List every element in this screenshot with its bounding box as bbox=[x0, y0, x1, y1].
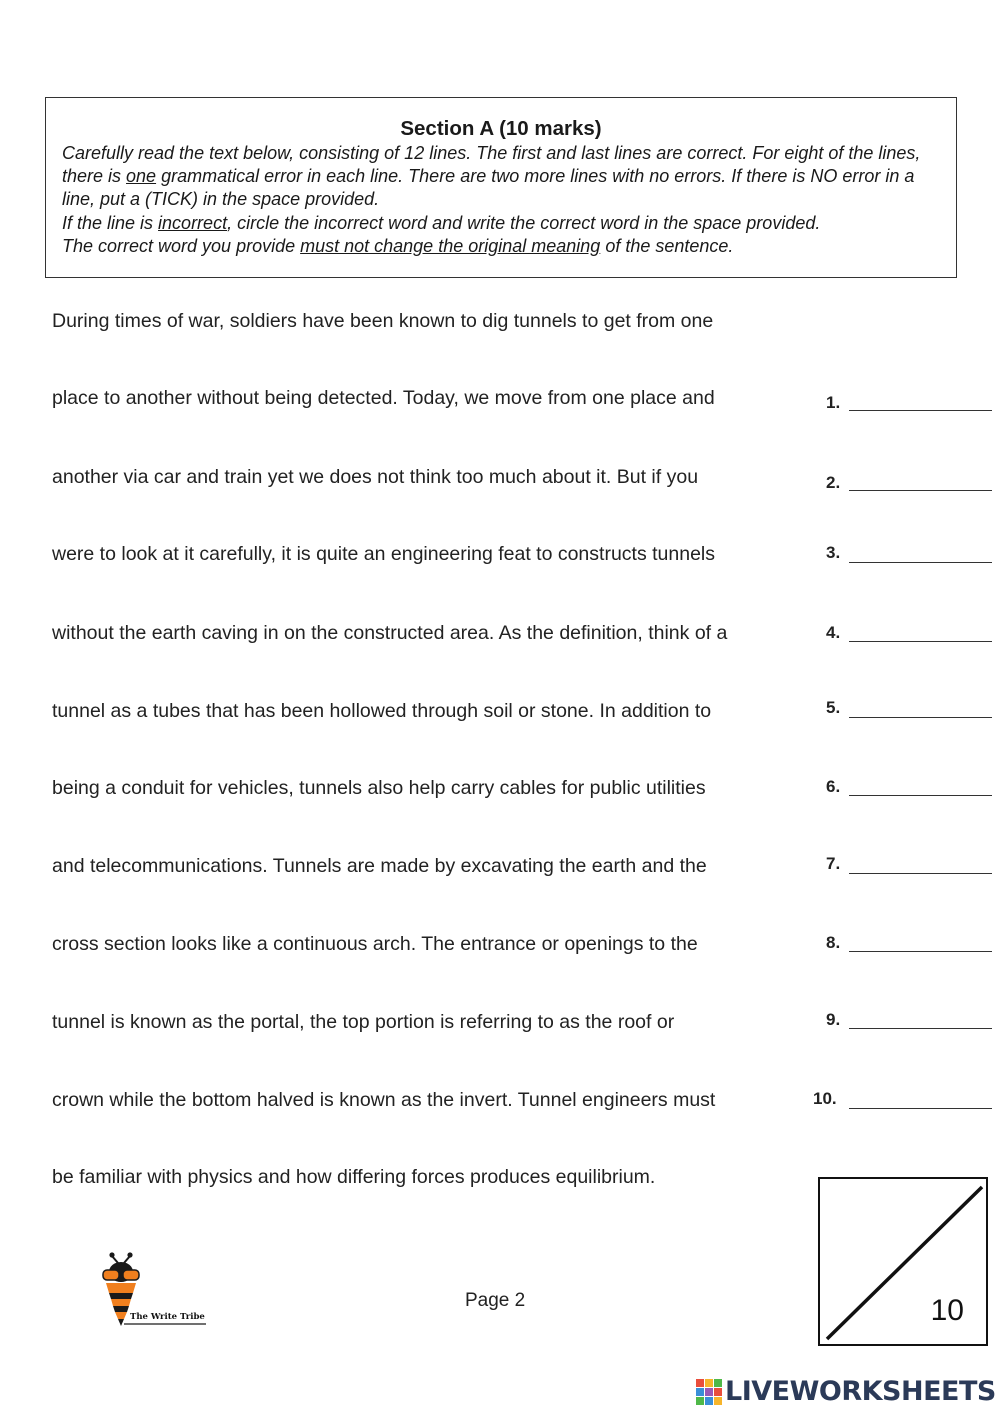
instr-p2-text-a: If the line is bbox=[62, 212, 159, 233]
answer-input-2[interactable] bbox=[849, 469, 992, 491]
passage-line-1: During times of war, soldiers have been known to dig tunnels to get from one bbox=[52, 310, 714, 332]
instr-p3-text-b: of the sentence. bbox=[600, 235, 734, 256]
answer-input-1[interactable] bbox=[849, 389, 992, 411]
answer-label-2: 2. bbox=[826, 473, 841, 492]
instructions-paragraph-2 bbox=[62, 212, 940, 235]
passage-line-10: tunnel is known as the portal, the top portion is referring to as the roof or bbox=[52, 1011, 675, 1033]
liveworksheets-logo-icon bbox=[696, 1379, 722, 1405]
passage-line-5: without the earth caving in on the constructed area. As the definition, think of a bbox=[52, 622, 728, 644]
instr-p2-underlined: incorrect bbox=[158, 212, 228, 233]
instr-p1-text-a: Carefully read the text below, consisting of 12 lines. The first and last lines are correct. For eight of the lines, there is bbox=[62, 143, 921, 187]
passage-line-2: place to another without being detected. Today, we move from one place and bbox=[52, 387, 715, 409]
answer-input-4[interactable] bbox=[849, 620, 992, 642]
instructions-text bbox=[62, 142, 940, 258]
instructions-paragraph-1 bbox=[62, 142, 940, 212]
answer-input-6[interactable] bbox=[849, 774, 992, 796]
answer-label-9: 9. bbox=[826, 1010, 841, 1029]
answer-label-5: 5. bbox=[826, 698, 841, 717]
score-total: 10 bbox=[930, 1294, 964, 1327]
answer-label-6: 6. bbox=[826, 777, 841, 796]
instr-p3-underlined: must not change the original meaning bbox=[300, 235, 601, 256]
passage-line-4: were to look at it carefully, it is quite an engineering feat to constructs tunnels bbox=[52, 543, 715, 565]
passage-line-11: crown while the bottom halved is known as the invert. Tunnel engineers must bbox=[52, 1089, 716, 1111]
instructions-box bbox=[45, 97, 957, 278]
answer-input-8[interactable] bbox=[849, 930, 992, 952]
passage-line-7: being a conduit for vehicles, tunnels also help carry cables for public utilities bbox=[52, 777, 706, 799]
answer-input-10[interactable] bbox=[849, 1087, 992, 1109]
instr-p2-text-b: , circle the incorrect word and write the correct word in the space provided. bbox=[227, 212, 821, 233]
section-title: Section A (10 marks) bbox=[400, 117, 602, 140]
answer-label-3: 3. bbox=[826, 543, 841, 562]
passage-line-9: cross section looks like a continuous arch. The entrance or openings to the bbox=[52, 933, 698, 955]
page-number: Page 2 bbox=[465, 1290, 526, 1311]
instr-p1-text-b: grammatical error in each line. There are two more lines with no errors. If there is NO error in a line, put a (TICK) in the space provided. bbox=[62, 166, 915, 210]
answer-input-5[interactable] bbox=[849, 696, 992, 718]
instr-p1-underlined: one bbox=[126, 166, 157, 187]
liveworksheets-brand bbox=[696, 1376, 996, 1408]
answer-label-10: 10. bbox=[813, 1089, 837, 1108]
liveworksheets-text: LIVEWORKSHEETS bbox=[725, 1376, 996, 1407]
score-box bbox=[818, 1177, 988, 1346]
logo-text: The Write Tribe bbox=[130, 1312, 205, 1322]
answer-input-3[interactable] bbox=[849, 541, 992, 563]
passage-line-3: another via car and train yet we does not think too much about it. But if you bbox=[52, 466, 699, 488]
passage-line-6: tunnel as a tubes that has been hollowed through soil or stone. In addition to bbox=[52, 700, 712, 722]
instr-p3-text-a: The correct word you provide bbox=[62, 235, 301, 256]
answer-input-7[interactable] bbox=[849, 852, 992, 874]
answer-label-7: 7. bbox=[826, 854, 841, 873]
passage-line-8: and telecommunications. Tunnels are made by excavating the earth and the bbox=[52, 855, 707, 877]
passage-line-12: be familiar with physics and how differing forces produces equilibrium. bbox=[52, 1166, 656, 1188]
answer-label-8: 8. bbox=[826, 933, 841, 952]
instructions-paragraph-3 bbox=[62, 235, 940, 258]
answer-label-1: 1. bbox=[826, 393, 841, 412]
answer-input-9[interactable] bbox=[849, 1007, 992, 1029]
answer-label-4: 4. bbox=[826, 623, 841, 642]
